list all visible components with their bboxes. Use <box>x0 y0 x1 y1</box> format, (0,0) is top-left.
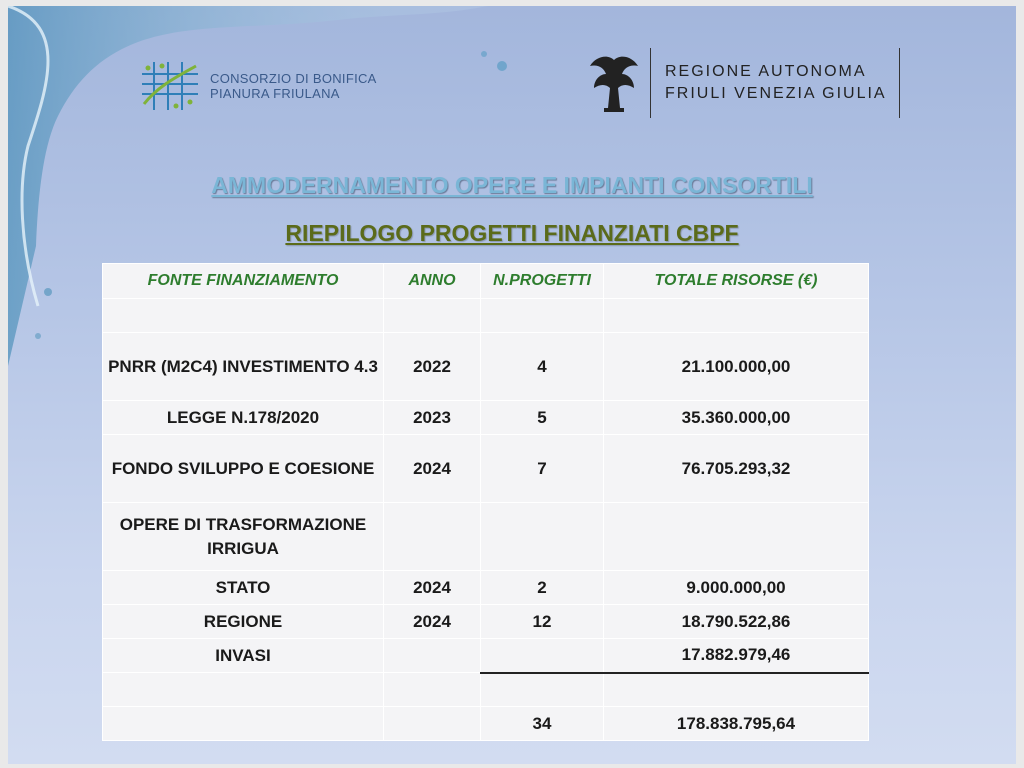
cell-totale: 76.705.293,32 <box>604 435 869 503</box>
page-title: AMMODERNAMENTO OPERE E IMPIANTI CONSORTILI <box>211 172 813 198</box>
page-subtitle: RIEPILOGO PROGETTI FINANZIATI CBPF <box>285 220 739 246</box>
cell-nprogetti: 12 <box>481 605 604 639</box>
table-row <box>103 299 869 333</box>
table-row <box>103 503 869 571</box>
cell-totale <box>604 299 869 333</box>
cell-anno: 2022 <box>384 333 481 401</box>
table-row <box>103 571 869 605</box>
cell-fonte: OPERE DI TRASFORMAZIONE IRRIGUA <box>103 503 384 571</box>
table-header-row <box>103 264 869 299</box>
cell-nprogetti: 2 <box>481 571 604 605</box>
header-totale: TOTALE RISORSE (€) <box>604 264 869 299</box>
cell-fonte: PNRR (M2C4) INVESTIMENTO 4.3 <box>103 333 384 401</box>
cell-totale: 35.360.000,00 <box>604 401 869 435</box>
cell-totale <box>604 503 869 571</box>
consorzio-name-line2: PIANURA FRIULANA <box>210 86 340 101</box>
cell-fonte <box>103 299 384 333</box>
cell-anno <box>384 673 481 707</box>
cell-nprogetti <box>481 639 604 673</box>
cell-anno <box>384 503 481 571</box>
cell-anno <box>384 299 481 333</box>
header-fonte: FONTE FINANZIAMENTO <box>103 264 384 299</box>
table-row <box>103 333 869 401</box>
regione-name-line1: REGIONE AUTONOMA <box>665 63 867 80</box>
table-row <box>103 673 869 707</box>
total-risorse: 178.838.795,64 <box>604 707 869 741</box>
total-nprogetti: 34 <box>481 707 604 741</box>
cell-totale: 17.882.979,46 <box>604 639 869 673</box>
consorzio-emblem-icon <box>138 56 202 116</box>
total-row <box>103 707 869 741</box>
consorzio-name-line1: CONSORZIO DI BONIFICA <box>210 71 377 86</box>
header-anno: ANNO <box>384 264 481 299</box>
cell-fonte: REGIONE <box>103 605 384 639</box>
cell-anno: 2024 <box>384 571 481 605</box>
cell-fonte: FONDO SVILUPPO E COESIONE <box>103 435 384 503</box>
cell-nprogetti: 4 <box>481 333 604 401</box>
cell-anno <box>384 707 481 741</box>
table-row <box>103 605 869 639</box>
table-row <box>103 401 869 435</box>
regione-name-line2: FRIULI VENEZIA GIULIA <box>665 85 887 102</box>
cell-fonte <box>103 673 384 707</box>
eagle-emblem-icon <box>586 52 642 114</box>
cell-fonte: INVASI <box>103 639 384 673</box>
cell-fonte <box>103 707 384 741</box>
cell-totale: 18.790.522,86 <box>604 605 869 639</box>
cell-anno: 2024 <box>384 605 481 639</box>
cell-anno <box>384 639 481 673</box>
cell-nprogetti: 7 <box>481 435 604 503</box>
funding-table <box>102 263 869 741</box>
consorzio-logo <box>138 56 377 116</box>
cell-fonte: LEGGE N.178/2020 <box>103 401 384 435</box>
regione-logo <box>586 48 900 118</box>
cell-nprogetti <box>481 503 604 571</box>
table-row <box>103 639 869 673</box>
cell-totale: 21.100.000,00 <box>604 333 869 401</box>
cell-totale <box>604 673 869 707</box>
cell-anno: 2024 <box>384 435 481 503</box>
cell-nprogetti: 5 <box>481 401 604 435</box>
cell-nprogetti <box>481 299 604 333</box>
cell-nprogetti <box>481 673 604 707</box>
cell-fonte: STATO <box>103 571 384 605</box>
cell-totale: 9.000.000,00 <box>604 571 869 605</box>
table-row <box>103 435 869 503</box>
cell-anno: 2023 <box>384 401 481 435</box>
header-nprogetti: N.PROGETTI <box>481 264 604 299</box>
